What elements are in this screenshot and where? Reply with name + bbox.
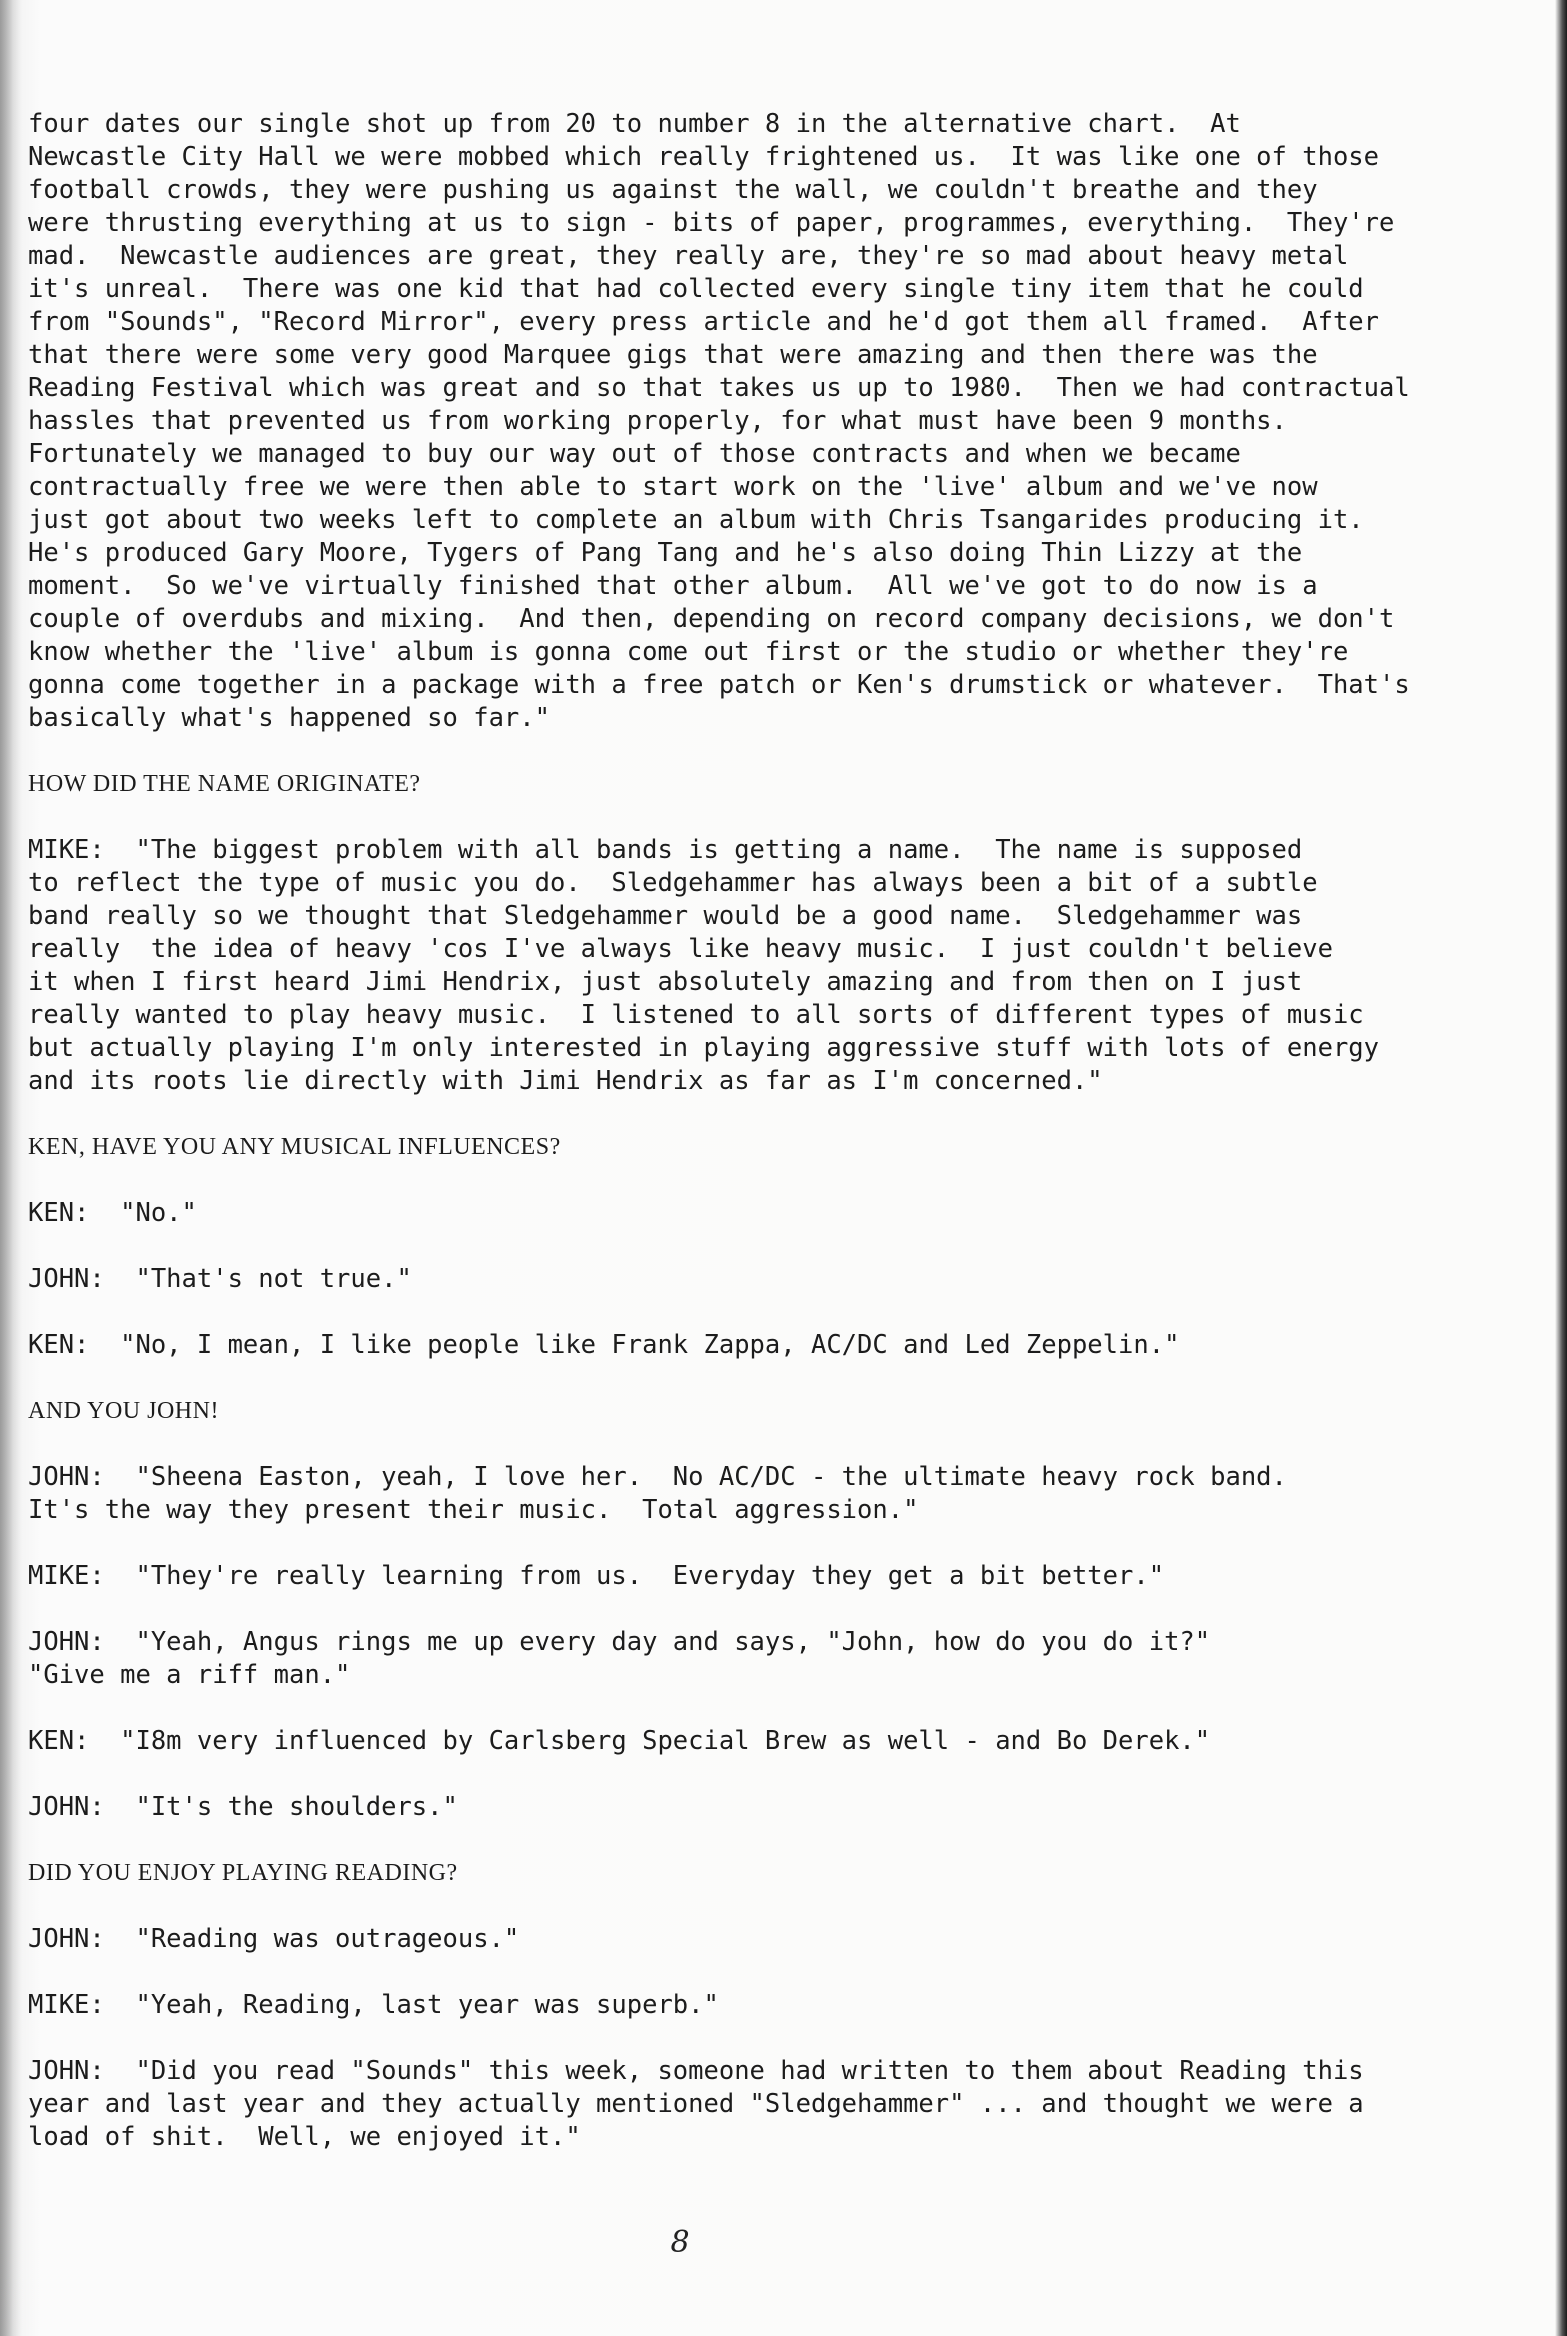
text-line: know whether the 'live' album is gonna come out first or the studio or whether they're [28, 637, 1349, 667]
text-line: really wanted to play heavy music. I listened to all sorts of different types of music [28, 1000, 1364, 1030]
paragraph-gap [28, 1956, 1528, 1989]
text-line: that there were some very good Marquee gigs that were amazing and then there was the [28, 340, 1318, 370]
text-line: it's unreal. There was one kid that had collected every single tiny item that he could [28, 274, 1364, 304]
text-line: and its roots lie directly with Jimi Hendrix as far as I'm concerned." [28, 1066, 1103, 1096]
text-line: KEN: "No, I mean, I like people like Frank Zappa, AC/DC and Led Zeppelin." [28, 1330, 1180, 1360]
paragraph-gap [28, 1692, 1528, 1725]
text-line: hassles that prevented us from working properly, for what must have been 9 months. [28, 406, 1287, 436]
text-line: JOHN: "It's the shoulders." [28, 1792, 458, 1822]
document-body [28, 108, 1528, 2154]
interview-paragraph [28, 1791, 1528, 1824]
text-line: mad. Newcastle audiences are great, they really are, they're so mad about heavy metal [28, 241, 1349, 271]
interview-question [28, 1131, 1528, 1164]
paragraph-gap [28, 1890, 1528, 1923]
paragraph-gap [28, 1296, 1528, 1329]
text-line: basically what's happened so far." [28, 703, 550, 733]
interview-paragraph [28, 1197, 1528, 1230]
text-line: MIKE: "Yeah, Reading, last year was superb." [28, 1990, 719, 2020]
paragraph-gap [28, 1758, 1528, 1791]
paragraph-gap [28, 1098, 1528, 1131]
text-line: It's the way they present their music. Total aggression." [28, 1495, 919, 1525]
interview-question [28, 768, 1528, 801]
paragraph-gap [28, 801, 1528, 834]
text-line: JOHN: "Did you read "Sounds" this week, someone had written to them about Reading this [28, 2056, 1364, 2086]
text-line: load of shit. Well, we enjoyed it." [28, 2122, 581, 2152]
interview-paragraph [28, 1923, 1528, 1956]
text-line: KEN: "No." [28, 1198, 197, 1228]
interview-paragraph [28, 1461, 1528, 1527]
paragraph-gap [28, 1527, 1528, 1560]
interview-question [28, 1395, 1528, 1428]
paragraph-gap [28, 1593, 1528, 1626]
page-edge [1555, 0, 1567, 2336]
interview-paragraph [28, 1263, 1528, 1296]
text-line: MIKE: "They're really learning from us. Everyday they get a bit better." [28, 1561, 1165, 1591]
text-line: He's produced Gary Moore, Tygers of Pang Tang and he's also doing Thin Lizzy at the [28, 538, 1303, 568]
text-line: KEN, HAVE YOU ANY MUSICAL INFLUENCES? [28, 1134, 561, 1160]
text-line: AND YOU JOHN! [28, 1398, 219, 1424]
interview-paragraph [28, 1989, 1528, 2022]
text-line: contractually free we were then able to start work on the 'live' album and we've now [28, 472, 1318, 502]
paragraph-gap [28, 1428, 1528, 1461]
interview-paragraph [28, 1329, 1528, 1362]
text-line: Reading Festival which was great and so that takes us up to 1980. Then we had contractual [28, 373, 1410, 403]
interview-paragraph [28, 1626, 1528, 1692]
text-line: JOHN: "Reading was outrageous." [28, 1924, 520, 1954]
text-line: from "Sounds", "Record Mirror", every press article and he'd got them all framed. After [28, 307, 1380, 337]
text-line: year and last year and they actually mentioned "Sledgehammer" ... and thought we were a [28, 2089, 1364, 2119]
text-line: gonna come together in a package with a free patch or Ken's drumstick or whatever. That's [28, 670, 1410, 700]
interview-paragraph [28, 1725, 1528, 1758]
paragraph-gap [28, 1362, 1528, 1395]
text-line: it when I first heard Jimi Hendrix, just absolutely amazing and from then on I just [28, 967, 1303, 997]
interview-question [28, 1857, 1528, 1890]
text-line: four dates our single shot up from 20 to number 8 in the alternative chart. At [28, 109, 1241, 139]
text-line: "Give me a riff man." [28, 1660, 351, 1690]
interview-paragraph [28, 1560, 1528, 1593]
binding-shadow [0, 0, 22, 2336]
text-line: KEN: "I8m very influenced by Carlsberg Special Brew as well - and Bo Derek." [28, 1726, 1211, 1756]
paragraph-gap [28, 1824, 1528, 1857]
paragraph-gap [28, 2022, 1528, 2055]
text-line: band really so we thought that Sledgehammer would be a good name. Sledgehammer was [28, 901, 1303, 931]
text-line: really the idea of heavy 'cos I've always like heavy music. I just couldn't believe [28, 934, 1333, 964]
paragraph-gap [28, 1230, 1528, 1263]
text-line: couple of overdubs and mixing. And then, depending on record company decisions, we don't [28, 604, 1395, 634]
text-line: DID YOU ENJOY PLAYING READING? [28, 1860, 458, 1886]
text-line: just got about two weeks left to complete an album with Chris Tsangarides producing it. [28, 505, 1364, 535]
text-line: JOHN: "Yeah, Angus rings me up every day and says, "John, how do you do it?" [28, 1627, 1211, 1657]
paragraph-gap [28, 735, 1528, 768]
text-line: HOW DID THE NAME ORIGINATE? [28, 771, 421, 797]
text-line: JOHN: "Sheena Easton, yeah, I love her. No AC/DC - the ultimate heavy rock band. [28, 1462, 1287, 1492]
text-line: Fortunately we managed to buy our way out of those contracts and when we became [28, 439, 1241, 469]
text-line: but actually playing I'm only interested in playing aggressive stuff with lots of energy [28, 1033, 1380, 1063]
text-line: MIKE: "The biggest problem with all bands is getting a name. The name is supposed [28, 835, 1303, 865]
interview-paragraph [28, 108, 1528, 735]
text-line: moment. So we've virtually finished that other album. All we've got to do now is a [28, 571, 1318, 601]
text-line: Newcastle City Hall we were mobbed which really frightened us. It was like one of those [28, 142, 1380, 172]
text-line: were thrusting everything at us to sign - bits of paper, programmes, everything. They're [28, 208, 1395, 238]
interview-paragraph [28, 834, 1528, 1098]
text-line: football crowds, they were pushing us against the wall, we couldn't breathe and they [28, 175, 1318, 205]
paragraph-gap [28, 1164, 1528, 1197]
text-line: to reflect the type of music you do. Sledgehammer has always been a bit of a subtle [28, 868, 1318, 898]
text-line: JOHN: "That's not true." [28, 1264, 412, 1294]
page-number: 8 [670, 2225, 690, 2260]
interview-paragraph [28, 2055, 1528, 2154]
